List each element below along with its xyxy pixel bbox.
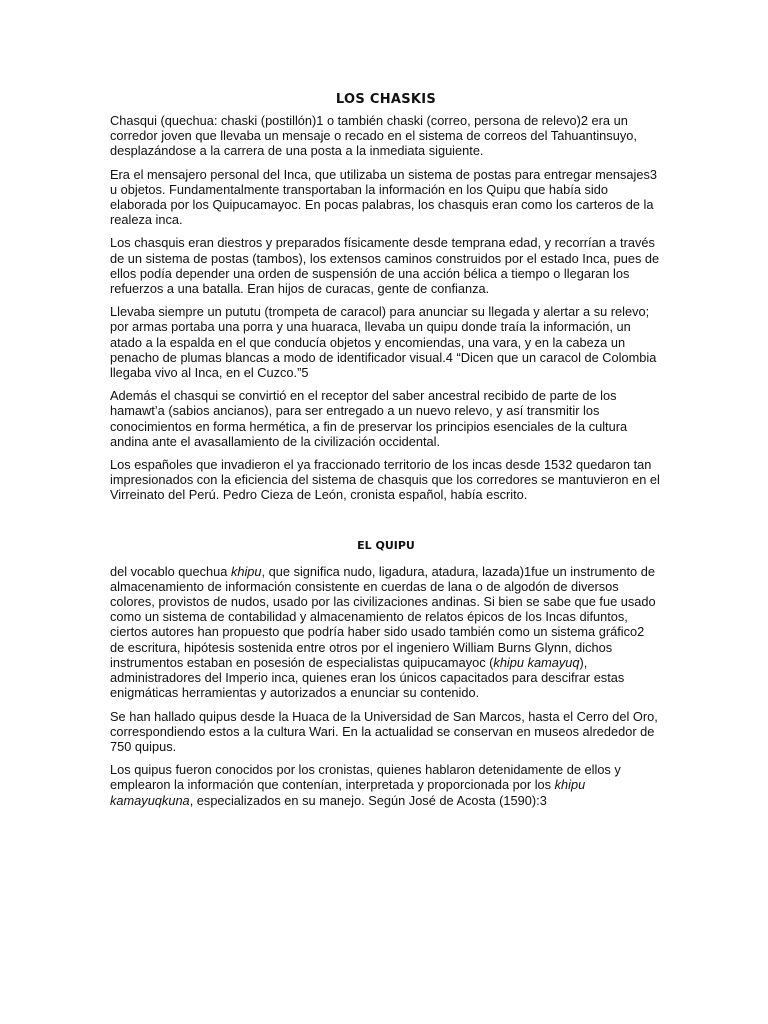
paragraph [110,564,662,701]
italic-term: khipu kamayuq [493,654,580,670]
paragraph: Los españoles que invadieron el ya fraccionado territorio de los incas desde 1532 quedaron tan impresionados con la eficiencia del sistema de chasquis que los corredores se mantuvieron en el Virreinato del Perú. Pedro Cieza de León, cronista español, había escrito. [110,457,660,503]
section-chaskis [110,92,662,503]
paragraph: Los chasquis eran diestros y preparados físicamente desde temprana edad, y recorrían a través de un sistema de postas (tambos), los extensos caminos construidos por el estado Inca, pues de ellos podía depender una orden de suspensión de una acción bélica a tiempo o llegaran los refuerzos a una batalla. Eran hijos de curacas, gente de confianza. [110,235,660,297]
document-body [110,92,662,816]
paragraph [110,762,662,808]
text-run: , que significa nudo, ligadura, atadura, lazada)1fue un instrumento de almacenamiento de información consistente en cuerdas de lana o de algodón de diversos colores, provistos de nudos, usado por las civilizaciones andinas. Si bien se sabe que fue usado como un sistema de contabilidad y almacenamiento de relatos épicos de los Incas difuntos, ciertos autores han propuesto que podría haber sido usado también como un sistema gráfico2 de escritura, hipótesis sostenida entre otros por el ingeniero William Burns Glynn, dichos instrumentos estaban en posesión de especialistas quipucamayoc ( [110,563,656,670]
section-title-chaskis: LOS CHASKIS [335,92,437,107]
paragraph: Además el chasqui se convirtió en el receptor del saber ancestral recibido de parte de los hamawt’a (sabios ancianos), para ser entregado a un nuevo relevo, y así transmitir los conocimientos en forma hermética, a fin de preservar los principios esenciales de la cultura andina ante el avasallamiento de la civilización occidental. [110,388,628,449]
text-run: ), administradores del Imperio inca, quienes eran los únicos capacitados para descifrar estas enigmáticas herramientas y autorizados a enunciar su contenido. [110,654,625,701]
section-quipu [110,539,662,808]
paragraph: Chasqui (quechua: chaski (postillón)1 o también chaski (correo, persona de relevo)2 era un corredor joven que llevaba un mensaje o recado en el sistema de correos del Tahuantinsuyo, desplazándose a la carrera de una posta a la inmediata siguiente. [110,113,637,159]
paragraph: Se han hallado quipus desde la Huaca de la Universidad de San Marcos, hasta el Cerro del Oro, correspondiendo estos a la cultura Wari. En la actualidad se conservan en museos alrededor de 750 quipus. [110,708,658,754]
italic-term: khipu kamayuqkuna [110,777,586,808]
italic-term: khipu [230,563,262,579]
paragraph: Llevaba siempre un pututu (trompeta de caracol) para anunciar su llegada y alertar a su relevo; por armas portaba una porra y una huaraca, llevaba un quipu donde traía la información, un atado a la espalda en el que conducía objetos y encomiendas, una vara, y en la cabeza un penacho de plumas blancas a modo de identificador visual.4 “Dicen que un caracol de Colombia llegaba vivo al Inca, en el Cuzco.”5 [110,304,657,381]
section-title-quipu: EL QUIPU [357,538,415,552]
text-run: del vocablo quechua [110,563,231,579]
text-run: , especializados en su manejo. Según José de Acosta (1590):3 [189,792,547,808]
text-run: Los quipus fueron conocidos por los cronistas, quienes hablaron detenidamente de ellos y emplearon la información que contenían, interpretada y proporcionada por los [110,762,621,793]
paragraph: Era el mensajero personal del Inca, que utilizaba un sistema de postas para entregar mensajes3 u objetos. Fundamentalmente transportaban la información en los Quipu que había sido elaborada por los Quipucamayoc. En pocas palabras, los chasquis eran como los carteros de la realeza inca. [110,166,658,228]
